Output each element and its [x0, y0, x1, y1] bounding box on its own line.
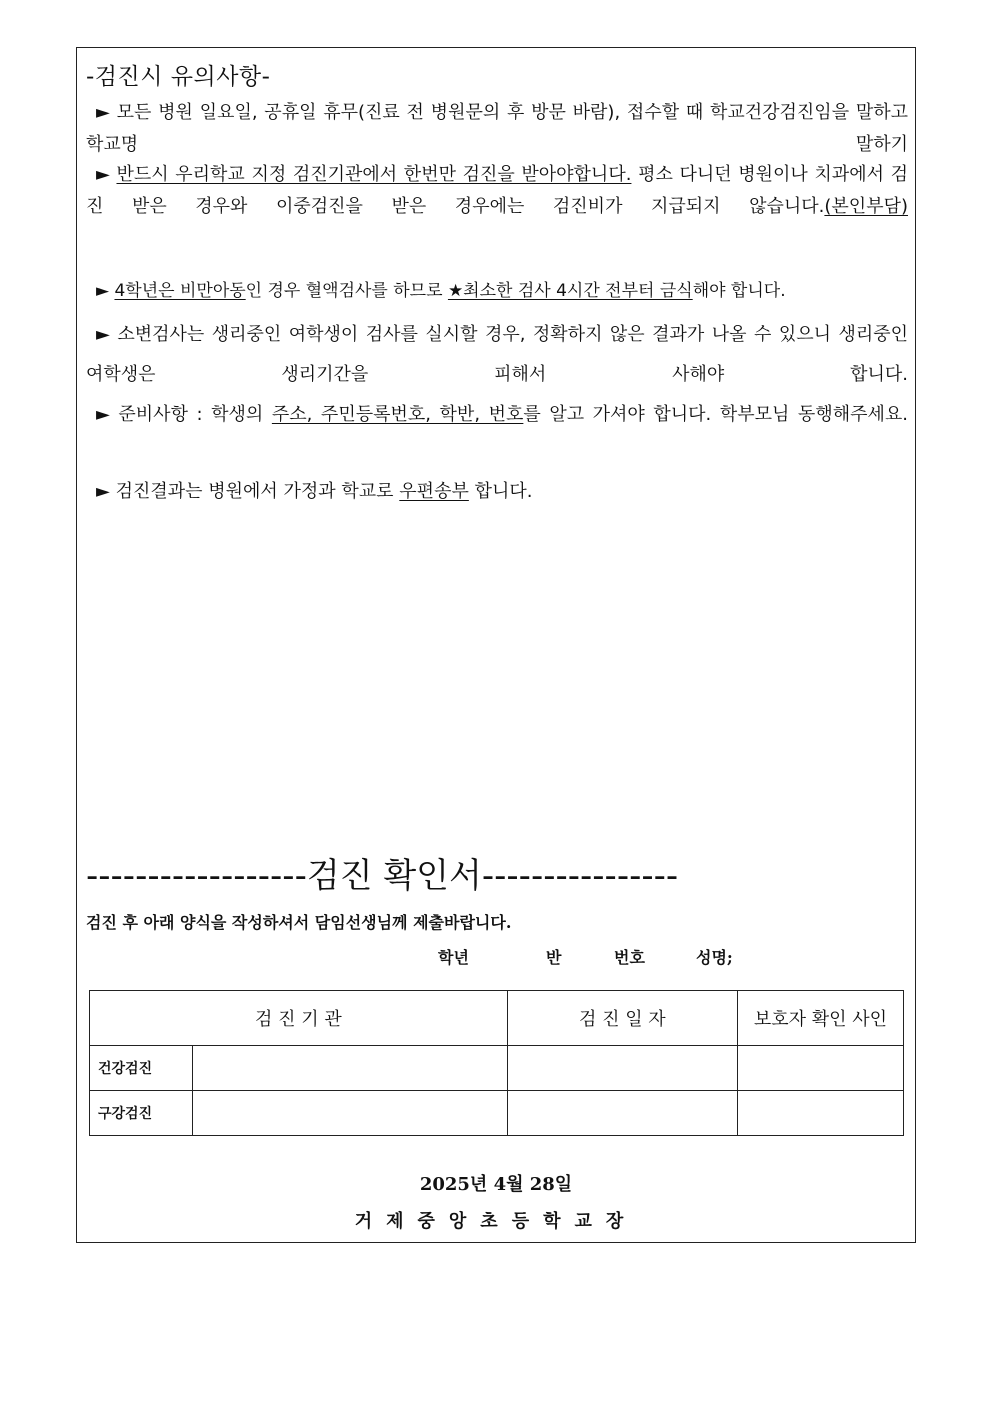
notice-item-underlined-tail: (본인부담) — [824, 196, 908, 217]
bullet-icon: ► — [96, 102, 110, 123]
oral-sign-cell[interactable] — [737, 1091, 903, 1136]
row-label-health: 건강검진 — [90, 1046, 193, 1091]
divider-right: ---------------- — [481, 856, 679, 896]
notice-item-text-post: 를 알고 가셔야 합니다. 학부모님 동행해주세요. — [523, 404, 908, 425]
name-label: 성명; — [696, 948, 733, 967]
notice-item-underlined-2: ★최소한 검사 4시간 전부터 금식 — [447, 281, 693, 301]
table-header-row — [90, 991, 904, 1046]
oral-institution-cell[interactable] — [193, 1091, 508, 1136]
bullet-icon: ► — [96, 164, 110, 185]
bullet-icon: ► — [96, 404, 110, 425]
notice-item-underlined: 주소, 주민등록번호, 학반, 번호 — [271, 404, 524, 425]
signer-name: 거제중앙초등학교장 — [354, 1211, 638, 1232]
health-date-cell[interactable] — [507, 1046, 737, 1091]
notice-item-3 — [86, 275, 908, 307]
notice-item-text: 준비사항 : 학생의 — [118, 404, 272, 425]
oral-date-cell[interactable] — [507, 1091, 737, 1136]
number-label: 번호 — [614, 948, 645, 967]
table-row — [90, 1091, 904, 1136]
notice-item-text: 검진결과는 병원에서 가정과 학교로 — [115, 481, 400, 502]
notice-item-underlined-1: 4학년은 비만아동 — [114, 281, 246, 301]
notice-item-1 — [86, 97, 908, 161]
confirmation-instruction: 검진 후 아래 양식을 작성하셔서 담임선생님께 제출바랍니다. — [86, 913, 512, 932]
bullet-icon: ► — [96, 281, 110, 301]
confirmation-title: 검진 확인서 — [306, 856, 482, 896]
notice-item-text: 소변검사는 생리중인 여학생이 검사를 실시할 경우, 정확하지 않은 결과가 나올 수 있으니 생리중인 여학생은 생리기간을 피해서 사해야 합니다. — [86, 324, 908, 385]
table-row — [90, 1046, 904, 1091]
health-sign-cell[interactable] — [737, 1046, 903, 1091]
notice-item-6 — [86, 476, 908, 508]
confirmation-table — [89, 990, 904, 1136]
notice-item-text: 모든 병원 일요일, 공휴일 휴무(진료 전 병원문의 후 방문 바람), 접수할 때 학교건강검진임을 말하고 학교명 말하기 — [86, 102, 908, 155]
class-label: 반 — [546, 948, 562, 967]
row-label-oral: 구강검진 — [90, 1091, 193, 1136]
notice-title: -검진시 유의사항- — [86, 64, 271, 90]
header-date: 검 진 일 자 — [507, 991, 737, 1046]
notice-item-text: 평소 다니던 병원이나 치과에서 검진 받은 경우와 이중검진을 받은 경우에는 검진비가 지급되지 않습니다. — [86, 164, 908, 217]
header-guardian-sign: 보호자 확인 사인 — [737, 991, 903, 1046]
header-institution: 검 진 기 관 — [90, 991, 508, 1046]
divider-left: ------------------ — [86, 856, 307, 896]
notice-item-underlined: 반드시 우리학교 지정 검진기관에서 한번만 검진을 받아야합니다. — [116, 164, 632, 185]
bullet-icon: ► — [96, 324, 110, 345]
health-institution-cell[interactable] — [193, 1046, 508, 1091]
notice-item-text-end: 해야 합니다. — [692, 281, 786, 301]
notice-item-underlined: 우편송부 — [399, 481, 469, 502]
bullet-icon: ► — [96, 481, 110, 502]
grade-label: 학년 — [438, 948, 469, 967]
confirmation-heading — [86, 853, 896, 899]
student-info-line — [438, 945, 733, 968]
issue-date: 2025년 4월 28일 — [419, 1174, 573, 1195]
notice-item-text-post: 합니다. — [468, 481, 533, 502]
notice-item-4 — [86, 315, 908, 395]
notice-item-5 — [86, 395, 908, 435]
notice-item-2 — [86, 159, 908, 223]
notice-item-text: 인 경우 혈액검사를 하므로 — [245, 281, 448, 301]
